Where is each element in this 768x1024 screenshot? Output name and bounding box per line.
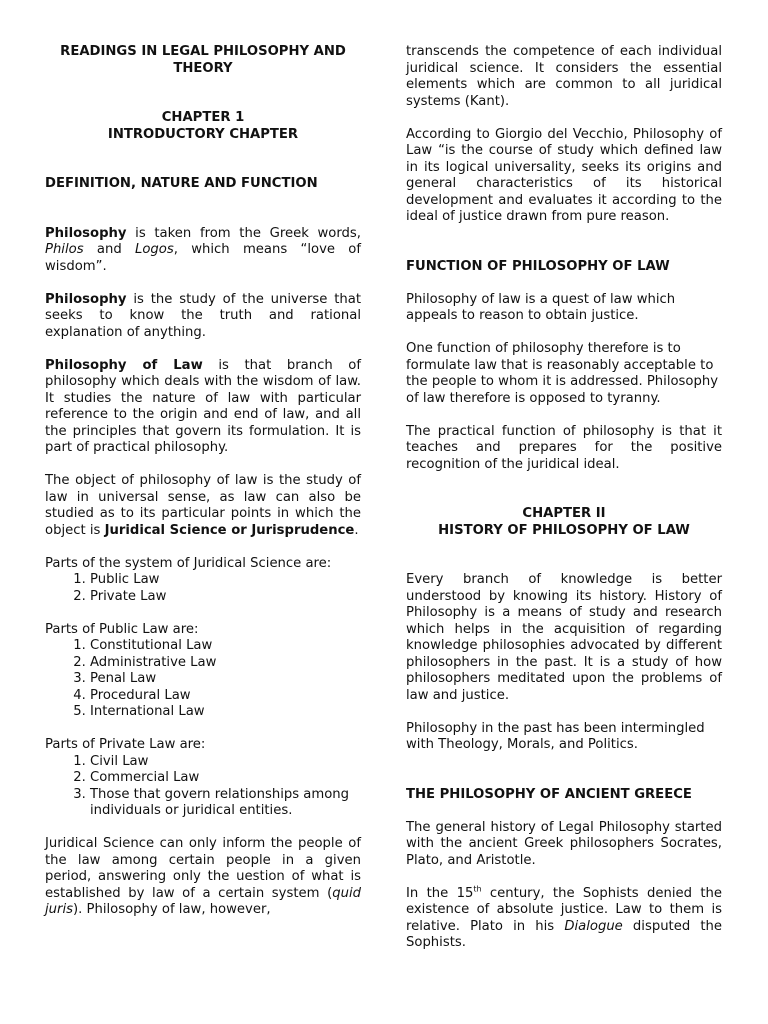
chapter-1-label: CHAPTER 1 [161,110,245,125]
paragraph-practical-function: The practical function of philosophy is that it teaches and prepares for the positive recognition of the juridical ideal. [406,423,722,472]
paragraph-object: The object of philosophy of law is the study of law in universal sense, as law can also be studied as to its particular points in which the object is Juridical Science or Jurisprudence. [45,473,361,538]
list-intro: Parts of the system of Juridical Science are: [45,555,332,571]
list-intro: Parts of Private Law are: [45,737,206,752]
list-intro: Parts of Public Law are: [45,621,199,637]
list-item: 3. Those that govern relationships among individuals or juridical entities. [90,787,361,820]
list-item: 2. Commercial Law [90,770,361,787]
chapter-2-title: HISTORY OF PHILOSOPHY OF LAW [438,522,690,538]
paragraph-juridical-science: Juridical Science can only inform the people of the law among certain people in a given period, answering only the uestion of what is established by law of a certain system (quid juris). Philosophy of law, however, [45,836,361,917]
list-item: 1. Civil Law [90,754,361,771]
section-heading-function: FUNCTION OF PHILOSOPHY OF LAW [406,258,670,274]
list-private-law [45,737,361,820]
paragraph-transcends: transcends the competence of each individual juridical science. It considers the essential elements which are common to all juridical systems (Kant). [406,44,722,109]
paragraph-general-history: The general history of Legal Philosophy started with the ancient Greek philosophers Socrates, Plato, and Aristotle. [406,819,722,868]
paragraph-philosophy-origin: Philosophy is taken from the Greek words, Philos and Logos, which means “love of wisdom”. [45,225,361,274]
paragraph-del-vecchio: According to Giorgio del Vecchio, Philosophy of Law “is the course of study which defined law in its logical universality, seeks its origins and general characteristics of its historical development and evaluates it according to the ideal of justice drawn from pure reason. [406,126,722,224]
list-juridical-science [45,556,361,606]
right-column [406,44,722,968]
paragraph-philosophy-definition: Philosophy is the study of the universe that seeks to know the truth and rational explanation of anything. [45,291,361,340]
chapter-2-label: CHAPTER II [522,506,606,521]
list-item: 3. Penal Law [90,671,361,688]
paragraph-function: One function of philosophy therefore is to formulate law that is reasonably acceptable to the people to whom it is addressed. Philosophy of law therefore is opposed to tyranny. [406,341,719,406]
list-item: 4. Procedural Law [90,688,361,705]
section-heading-definition: DEFINITION, NATURE AND FUNCTION [45,176,318,191]
list-item: 5. International Law [90,704,361,721]
left-column [45,44,361,935]
paragraph-quest: Philosophy of law is a quest of law which appeals to reason to obtain justice. [406,291,676,323]
chapter-1-title: INTRODUCTORY CHAPTER [107,126,299,142]
section-heading-ancient-greece: THE PHILOSOPHY OF ANCIENT GREECE [406,786,692,802]
document-title: READINGS IN LEGAL PHILOSOPHY AND THEORY [60,44,346,76]
list-item: 1. Constitutional Law [90,638,361,655]
paragraph-history: Every branch of knowledge is better understood by knowing its history. History of Philosophy is a means of study and research which helps in the acquisition of regarding knowledge philosophies advocated by different philosophers in the past. It is a study of how philosophers meditated upon the problems of law and justice. [406,572,722,703]
list-item: 2. Administrative Law [90,655,361,672]
paragraph-philosophy-of-law: Philosophy of Law is that branch of philosophy which deals with the wisdom of law. It studies the nature of law with particular reference to the origin and end of law, and all the principles that govern its formulation. It is part of practical philosophy. [45,357,362,455]
paragraph-intermingled: Philosophy in the past has been intermingled with Theology, Morals, and Politics. [406,720,705,752]
paragraph-sophists: In the 15th century, the Sophists denied the existence of absolute justice. Law to them is relative. Plato in his Dialogue disputed the Sophists. [406,884,722,950]
list-public-law [45,622,361,721]
list-item: 2. Private Law [90,589,361,606]
list-item: 1. Public Law [90,572,361,589]
